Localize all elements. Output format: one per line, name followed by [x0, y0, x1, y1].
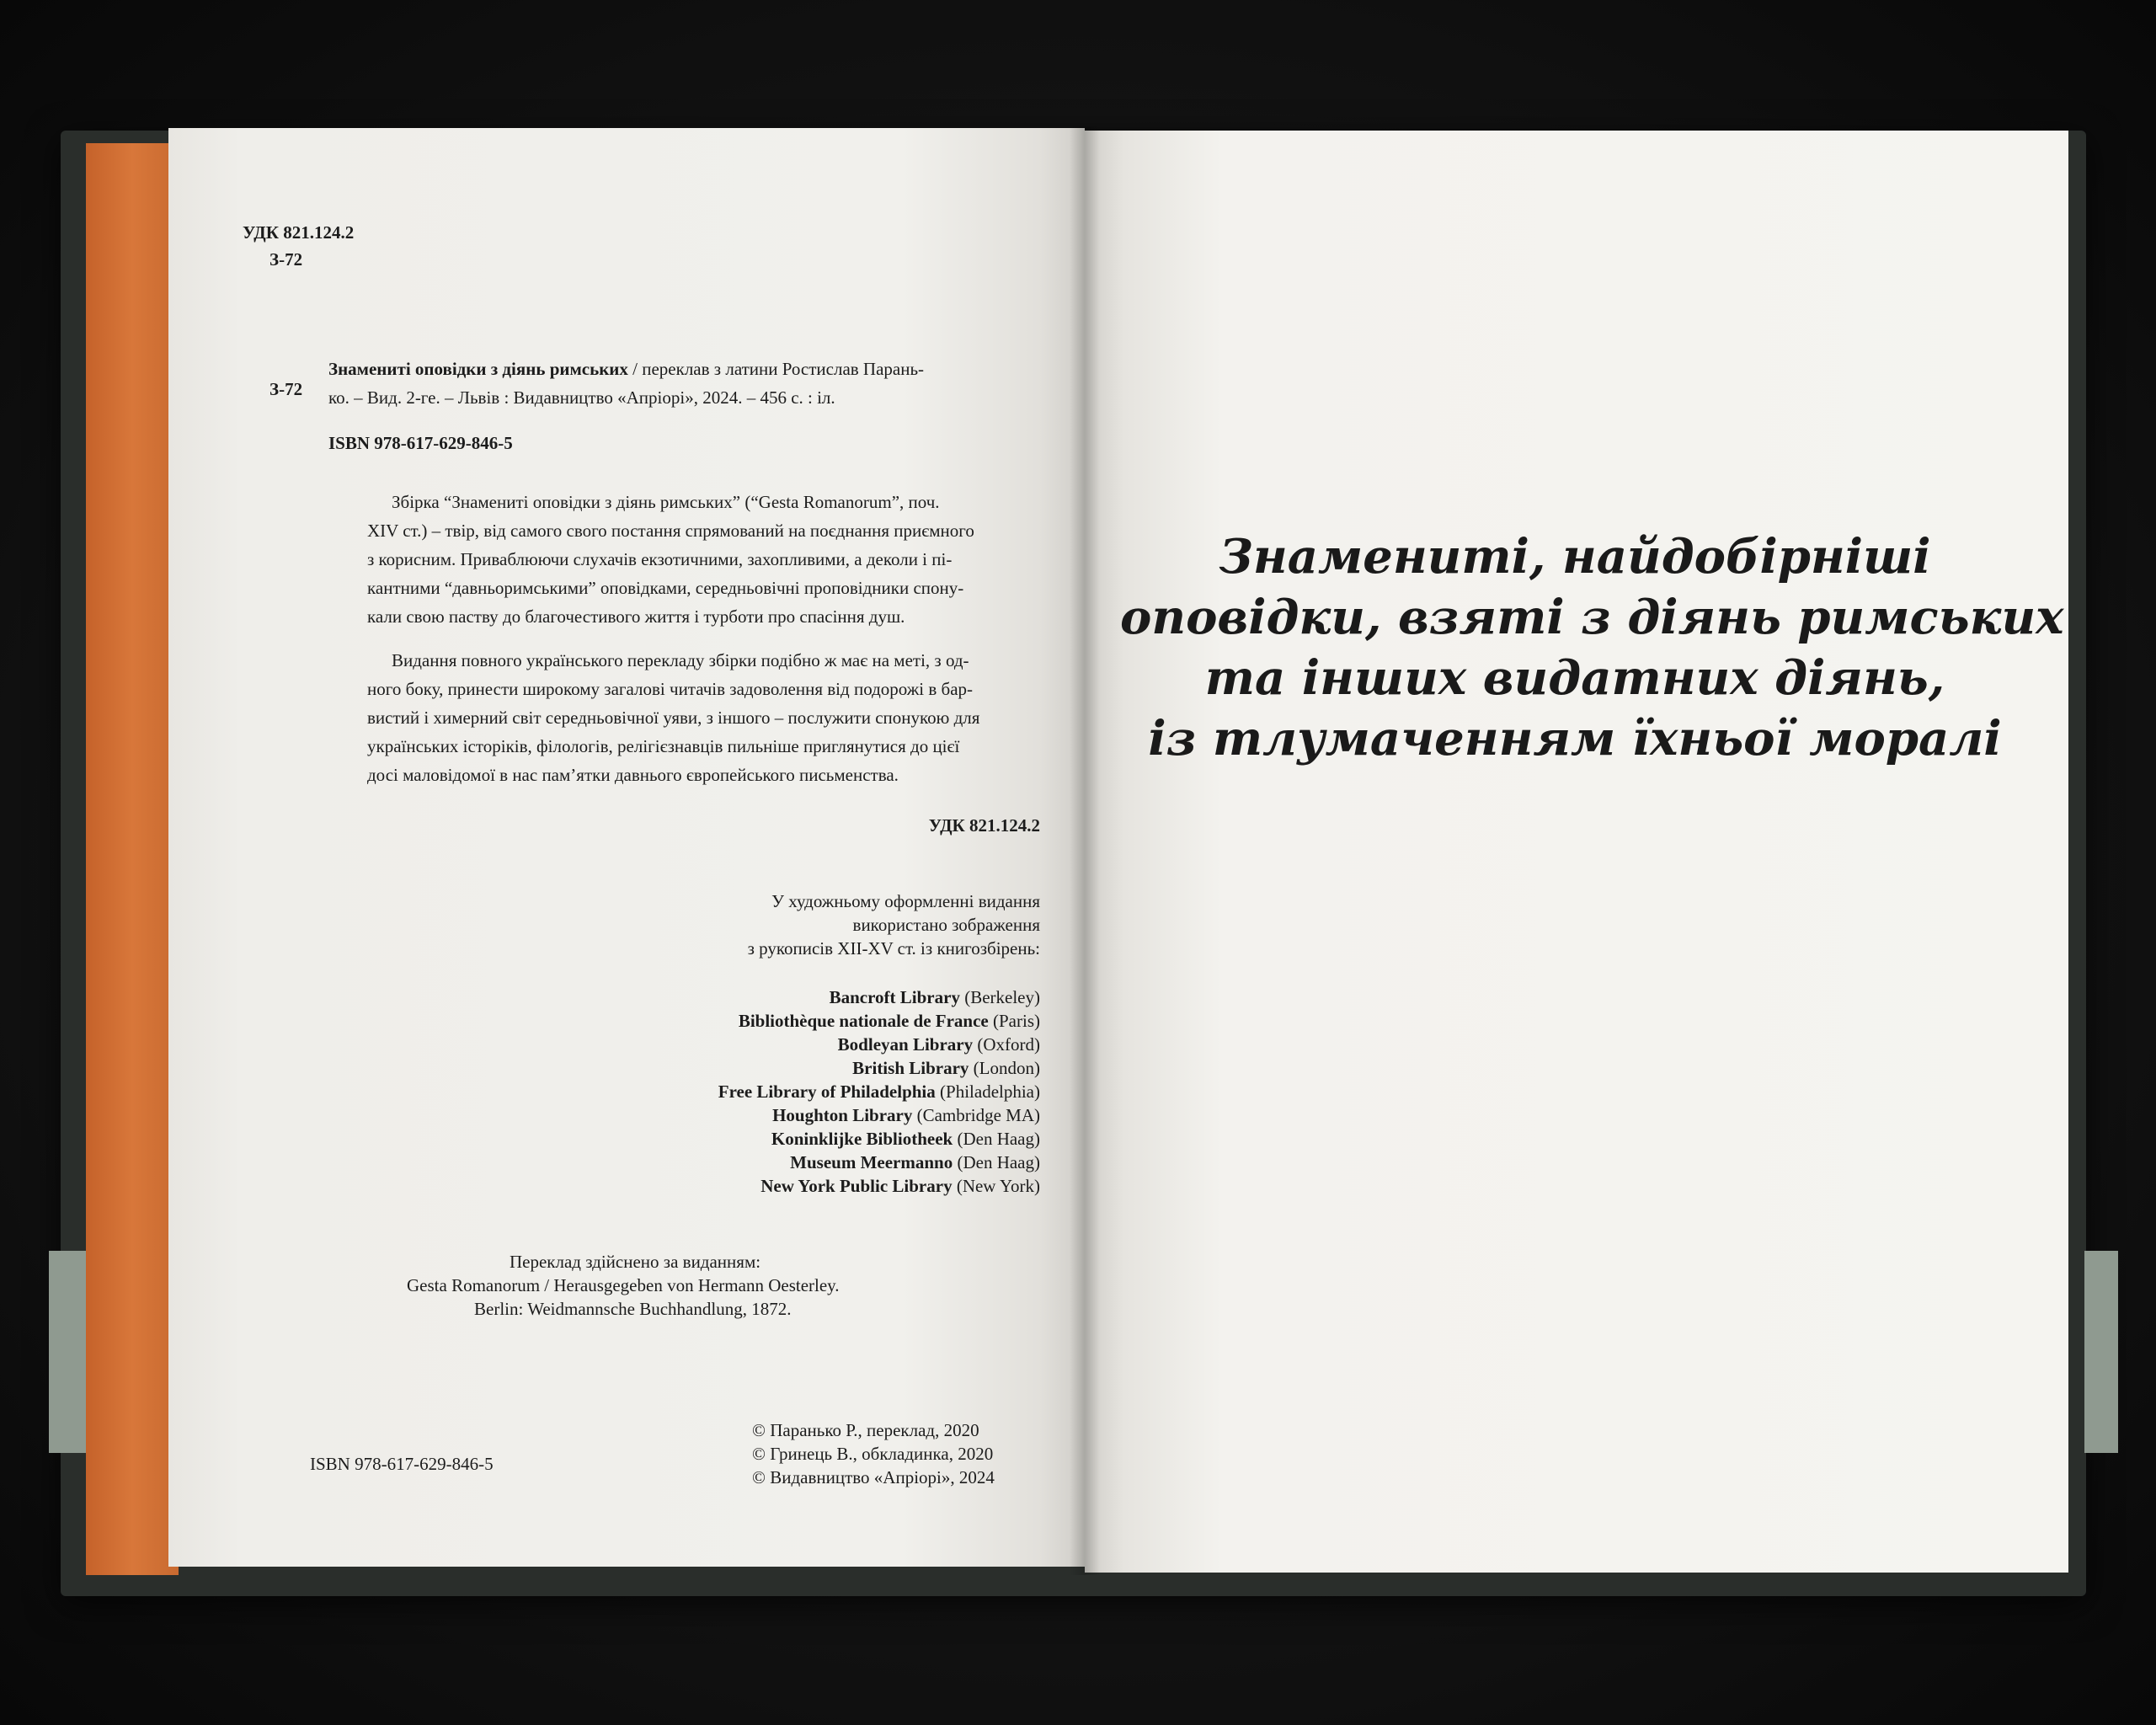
library-place: (London) [969, 1058, 1040, 1078]
library-line [718, 1083, 1040, 1101]
library-line [772, 1107, 1040, 1124]
abstract-p2-line-3: вистий і химерний світ середньовічної уяви, з іншого – послужити спонукою для [367, 708, 980, 728]
half-title-line-2: оповідки, взяті з діянь римських [1120, 590, 2064, 645]
design-note-line-3: з рукописів XII-XV ст. із книгозбірень: [747, 938, 1040, 959]
udk-top: УДК 821.124.2 [243, 222, 355, 243]
library-name: Museum Meermanno [790, 1152, 953, 1172]
library-name: Koninklijke Bibliotheek [771, 1129, 953, 1149]
abstract-p2-line-4: українських історіків, філологів, релігієзнавців пильніше приглянутися до цієї [367, 736, 960, 756]
source-note-line-2: Gesta Romanorum / Herausgegeben von Hermann Oesterley. [407, 1275, 840, 1295]
bib-line-1 [328, 360, 924, 378]
library-place: (Oxford) [973, 1034, 1040, 1055]
bib-line1-rest: / переклав з латини Ростислав Парань- [627, 359, 925, 379]
left-page [168, 128, 1085, 1567]
library-line [830, 989, 1040, 1007]
library-name: Bibliothèque nationale de France [738, 1011, 989, 1031]
copyright-line-2: © Гринець В., обкладинка, 2020 [752, 1444, 994, 1464]
half-title-line-1: Знамениті, найдобірніші [1219, 529, 1931, 585]
orange-endpaper [86, 143, 179, 1575]
design-note-line-1: У художньому оформленні видання [771, 891, 1040, 911]
bib-code: З-72 [270, 379, 303, 399]
book-gutter [1070, 126, 1100, 1575]
source-note-line-3: Berlin: Weidmannsche Buchhandlung, 1872. [474, 1299, 792, 1319]
abstract-p2-line-5: досі маловідомої в нас пам’ятки давнього європейського письменства. [367, 765, 899, 785]
design-note-line-2: використано зображення [852, 915, 1040, 935]
abstract-p1-line-1: Збірка “Знамениті оповідки з діянь римських” (“Gesta Romanorum”, поч. [392, 492, 940, 512]
library-place: (Berkeley) [959, 987, 1040, 1007]
bib-isbn: ISBN 978-617-629-846-5 [328, 433, 513, 453]
copyright-line-1: © Паранько Р., переклад, 2020 [752, 1420, 979, 1440]
cover-band-right [2084, 1251, 2118, 1453]
abstract-p1-line-5: кали свою паству до благочестивого життя і турботи про спасіння душ. [367, 606, 905, 627]
half-title-line-4: із тлумаченням їхньої моралі [1148, 711, 2002, 766]
library-place: (Den Haag) [953, 1152, 1040, 1172]
library-line [852, 1060, 1040, 1077]
library-line [838, 1036, 1040, 1054]
library-name: Bodleyan Library [837, 1034, 974, 1055]
library-line [739, 1012, 1040, 1030]
library-place: (Paris) [988, 1011, 1040, 1031]
abstract-p1-line-3: з корисним. Приваблюючи слухачів екзотичними, захопливими, а деколи і пі- [367, 549, 953, 569]
bib-line-2: ко. – Вид. 2-ге. – Львів : Видавництво «Апріорі», 2024. – 456 с. : іл. [328, 387, 835, 408]
library-place: (Philadelphia) [935, 1081, 1040, 1102]
library-line [771, 1130, 1040, 1148]
udk-bottom: УДК 821.124.2 [928, 815, 1040, 836]
library-name: Bancroft Library [829, 987, 960, 1007]
library-place: (New York) [952, 1176, 1040, 1196]
library-name: New York Public Library [760, 1176, 953, 1196]
library-line [760, 1178, 1040, 1195]
abstract-p2-line-1: Видання повного українського перекладу збірки подібно ж має на меті, з од- [392, 650, 969, 670]
library-name: Houghton Library [772, 1105, 913, 1125]
isbn-bottom: ISBN 978-617-629-846-5 [310, 1454, 494, 1474]
library-name: Free Library of Philadelphia [718, 1081, 936, 1102]
library-name: British Library [852, 1058, 969, 1078]
library-line [790, 1154, 1040, 1172]
library-place: (Den Haag) [953, 1129, 1040, 1149]
bib-title: Знамениті оповідки з діянь римських [328, 359, 628, 379]
abstract-p2-line-2: ного боку, принести широкому загалові читачів задоволення від подорожі в бар- [367, 679, 974, 699]
half-title-line-3: та інших видатних діянь, [1204, 650, 1945, 706]
abstract-p1-line-2: XIV ст.) – твір, від самого свого постання спрямований на поєднання приємного [367, 521, 974, 541]
abstract-p1-line-4: кантними “давньоримськими” оповідками, середньовічні проповідники спону- [367, 578, 964, 598]
half-title [1120, 526, 2064, 769]
right-page [1085, 131, 2068, 1573]
library-place: (Cambridge MA) [912, 1105, 1040, 1125]
source-note-line-1: Переклад здійснено за виданням: [510, 1252, 761, 1272]
code-top: З-72 [270, 249, 303, 270]
copyright-line-3: © Видавництво «Апріорі», 2024 [752, 1467, 995, 1487]
